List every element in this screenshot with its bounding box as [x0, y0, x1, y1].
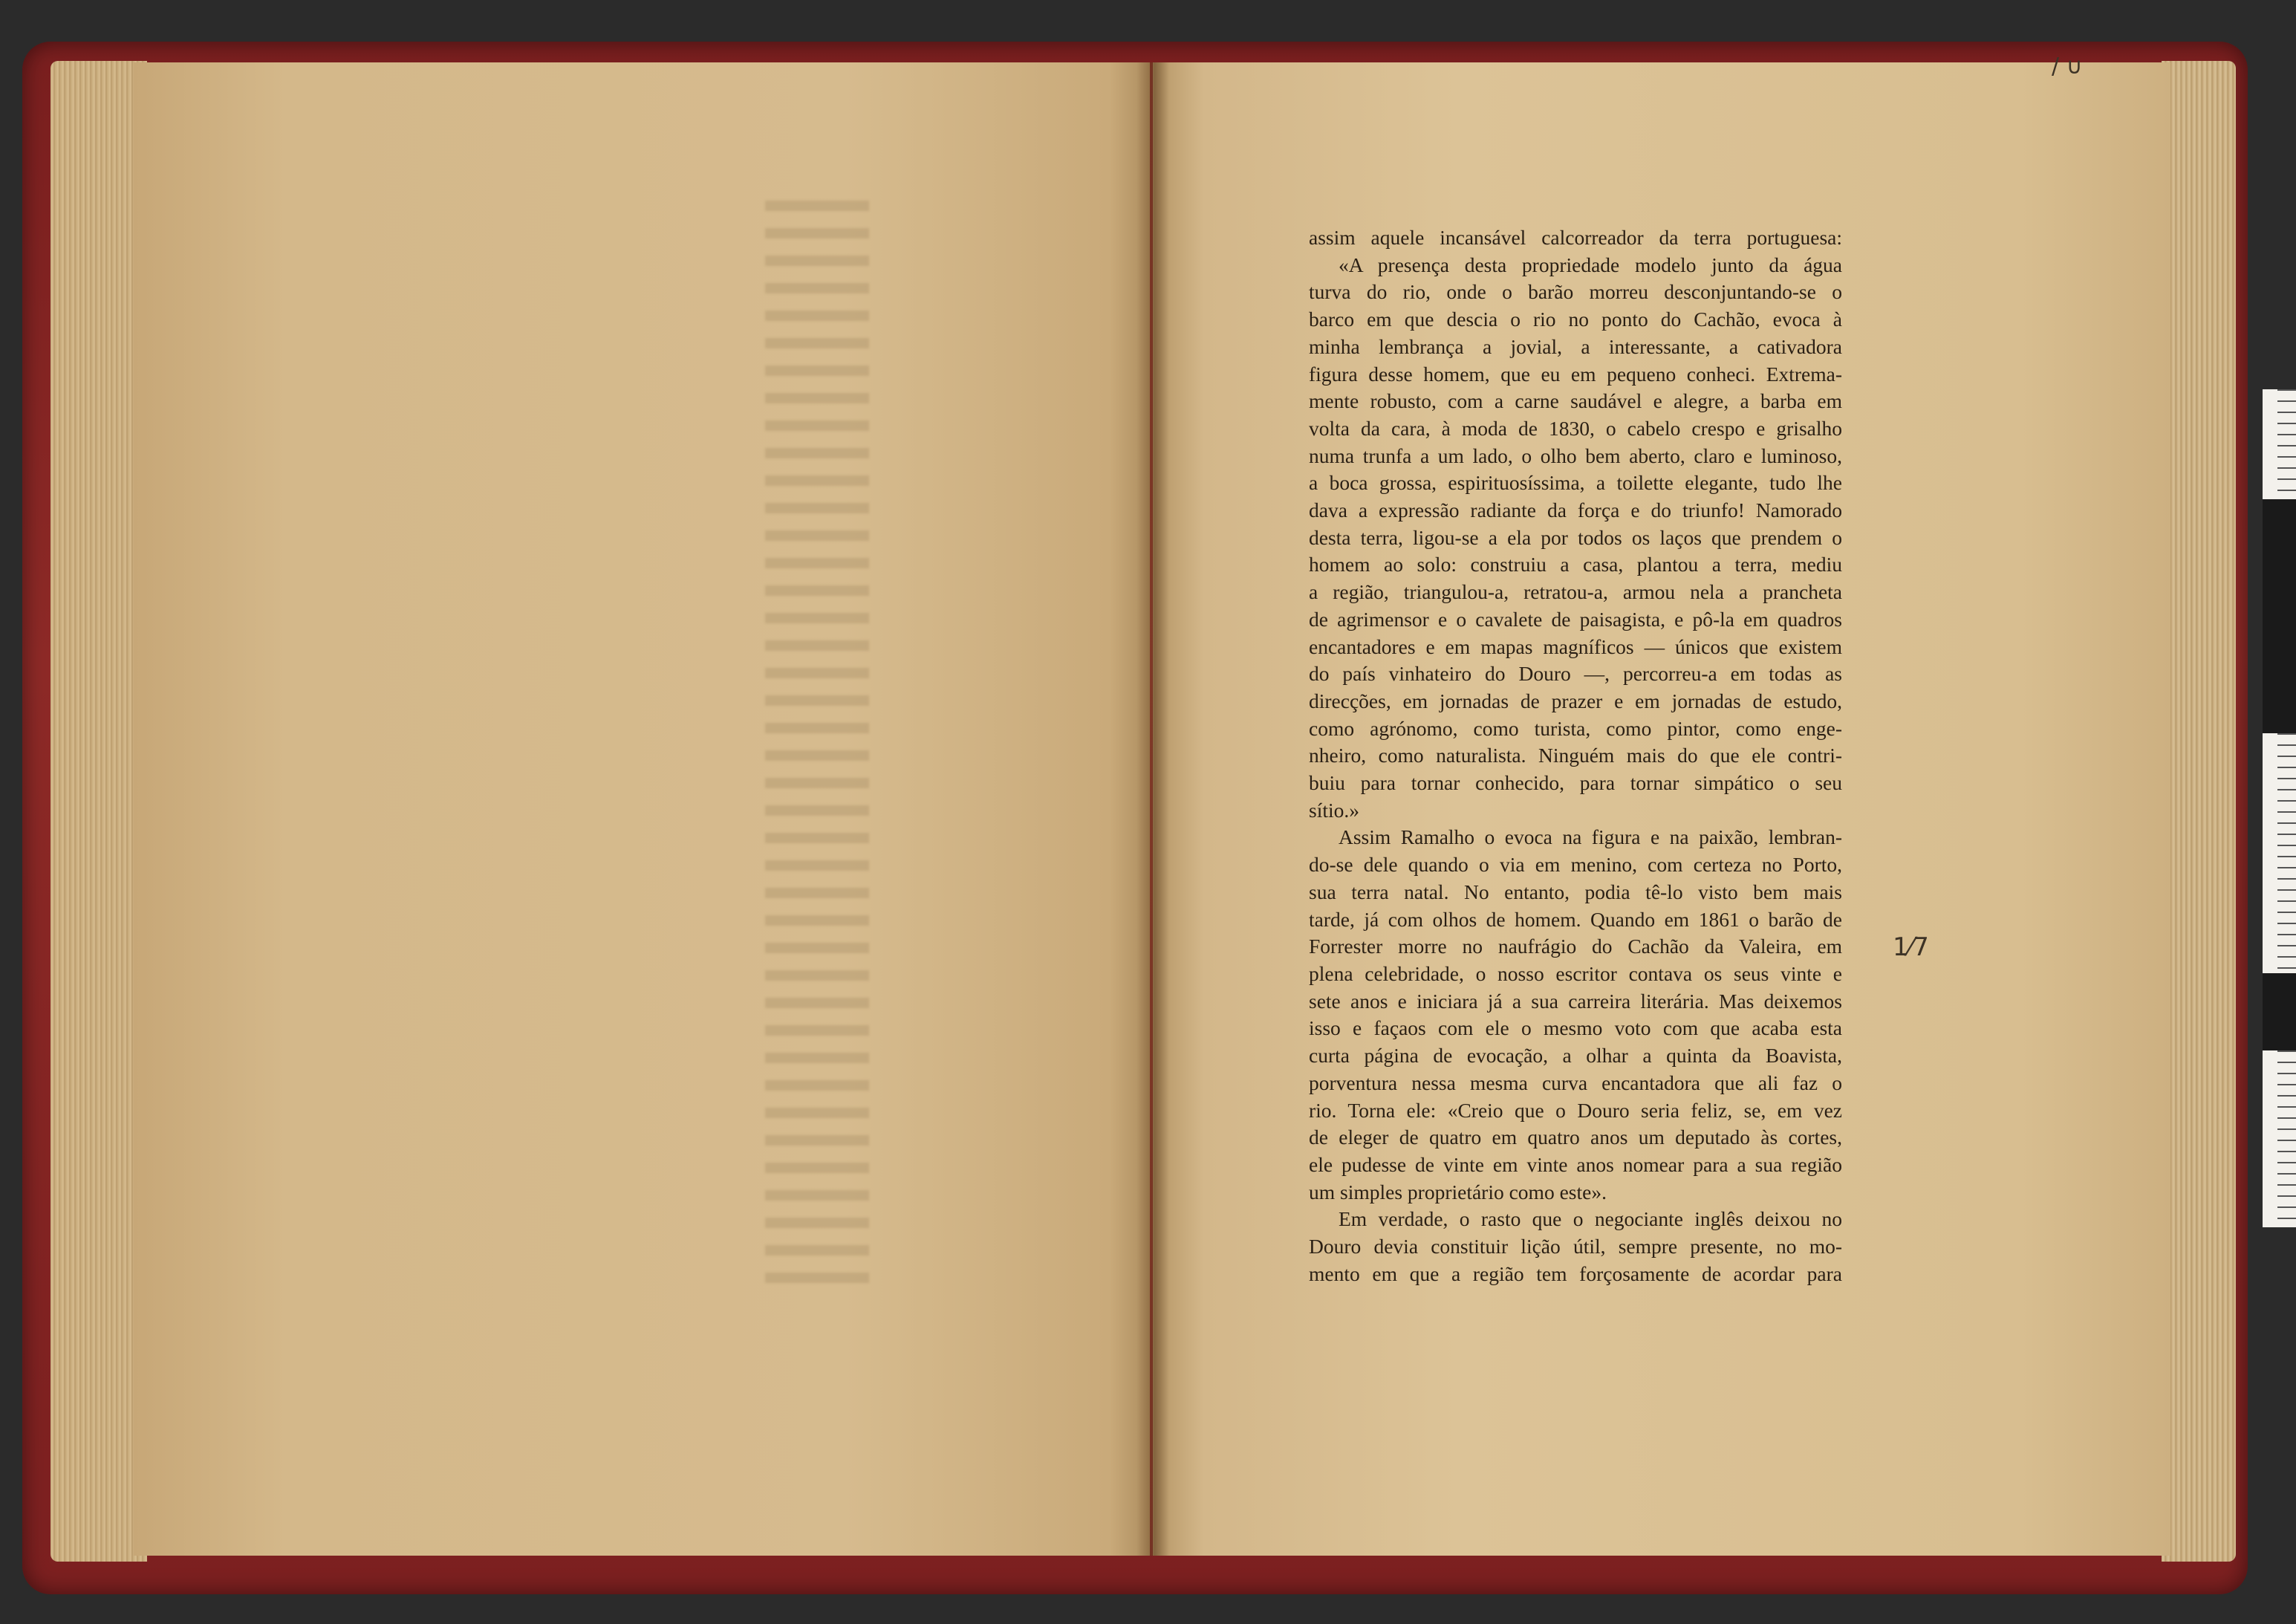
left-page: [134, 62, 1150, 1556]
text-line: sete anos e iniciara já a sua carreira literária. Mas deixemos: [1309, 989, 1842, 1013]
scale-ruler: [2263, 389, 2296, 1227]
text-line: direcções, em jornadas de prazer e em jornadas de estudo,: [1309, 689, 1842, 712]
text-line: buiu para tornar conhecido, para tornar simpático o seu: [1309, 771, 1842, 795]
text-line: Assim Ramalho o evoca na figura e na paixão, lembran-: [1339, 825, 1842, 849]
ruler-black-segment: [2263, 973, 2296, 1050]
text-line: «A presença desta propriedade modelo junto da água: [1339, 253, 1842, 276]
ruler-ticks: [2277, 389, 2296, 499]
text-line: barco em que descia o rio no ponto do Cachão, evoca à: [1309, 308, 1842, 331]
page-edges-right: [2162, 61, 2236, 1562]
text-line: assim aquele incansável calcorreador da terra portuguesa:: [1309, 226, 1842, 249]
text-line: Em verdade, o rasto que o negociante inglês deixou no: [1339, 1207, 1842, 1231]
text-line: tarde, já com olhos de homem. Quando em 1861 o barão de: [1309, 907, 1842, 931]
text-line: homem ao solo: construiu a casa, plantou a terra, mediu: [1309, 553, 1842, 576]
text-line: de agrimensor e o cavalete de paisagista, e pô-la em quadros: [1309, 607, 1842, 631]
text-line: sua terra natal. No entanto, podia tê-lo visto bem mais: [1309, 880, 1842, 903]
text-line: turva do rio, onde o barão morreu desconjuntando-se o: [1309, 280, 1842, 304]
text-line: desta terra, ligou-se a ela por todos os laços que prendem o: [1309, 525, 1842, 549]
book-gutter: [1136, 62, 1169, 1556]
text-line: do-se dele quando o via em menino, com certeza no Porto,: [1309, 853, 1842, 877]
ruler-ticks: [2277, 733, 2296, 973]
text-line: mente robusto, com a carne saudável e alegre, a barba em: [1309, 389, 1842, 413]
text-line: figura desse homem, que eu em pequeno conheci. Extrema-: [1309, 362, 1842, 386]
pencil-margin-mark: 1⁄7: [1893, 932, 1929, 962]
text-line: Forrester morre no naufrágio do Cachão da Valeira, em: [1309, 935, 1842, 958]
text-line: a região, triangulou-a, retratou-a, armou nela a prancheta: [1309, 580, 1842, 604]
ruler-black-segment: [2263, 499, 2296, 733]
text-line: do país vinhateiro do Douro —, percorreu-a em todas as: [1309, 662, 1842, 686]
show-through-text: [765, 201, 869, 1293]
text-line: isso e façaos com ele o mesmo voto com que acaba esta: [1309, 1016, 1842, 1040]
text-line: Douro devia constituir lição útil, sempre presente, no mo-: [1309, 1235, 1842, 1258]
text-line: numa trunfa a um lado, o olho bem aberto, claro e luminoso,: [1309, 444, 1842, 467]
text-line: encantadores e em mapas magníficos — únicos que existem: [1309, 634, 1842, 658]
page-edges-left: [51, 61, 147, 1562]
text-line: nheiro, como naturalista. Ninguém mais do que ele contri-: [1309, 744, 1842, 767]
text-line: porventura nessa mesma curva encantadora que ali faz o: [1309, 1071, 1842, 1094]
text-line: minha lembrança a jovial, a interessante, a cativadora: [1309, 334, 1842, 358]
text-line: mento em que a região tem forçosamente de acordar para: [1309, 1261, 1842, 1285]
text-line: plena celebridade, o nosso escritor contava os seus vinte e: [1309, 961, 1842, 985]
text-line: de eleger de quatro em quatro anos um deputado às cortes,: [1309, 1126, 1842, 1149]
text-line: ele pudesse de vinte em vinte anos nomear para a sua região: [1309, 1152, 1842, 1176]
text-line: dava a expressão radiante da força e do triunfo! Namorado: [1309, 498, 1842, 522]
pencil-corner-mark: / ∪: [2052, 53, 2083, 79]
text-line: curta página de evocação, a olhar a quinta da Boavista,: [1309, 1044, 1842, 1068]
right-page-text: [1309, 224, 1842, 1287]
text-line: um simples proprietário como este».: [1309, 1180, 1607, 1204]
text-line: como agrónomo, como turista, como pintor, como enge-: [1309, 716, 1842, 740]
text-line: rio. Torna ele: «Creio que o Douro seria feliz, se, em vez: [1309, 1098, 1842, 1122]
text-line: volta da cara, à moda de 1830, o cabelo crespo e grisalho: [1309, 416, 1842, 440]
ruler-ticks: [2277, 1050, 2296, 1227]
text-line: a boca grossa, espirituosíssima, a toilette elegante, tudo lhe: [1309, 471, 1842, 495]
text-line: sítio.»: [1309, 798, 1359, 822]
